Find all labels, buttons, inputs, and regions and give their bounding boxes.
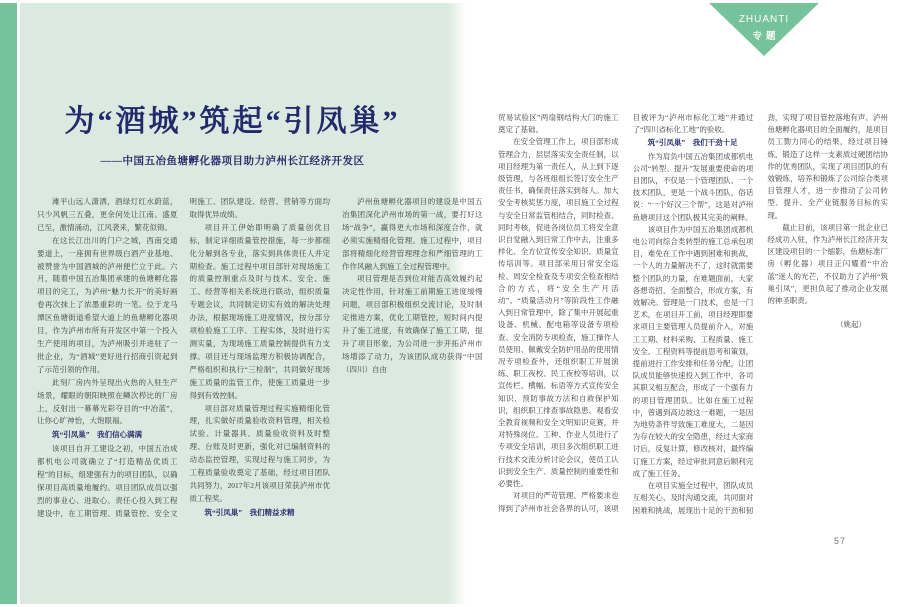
section-subhead-excellence: 筑“引凤巢” 我们精益求精	[204, 507, 295, 517]
article-title: 为“酒城”筑起“引凤巢”	[64, 105, 401, 138]
paragraph: 泸州鱼塘孵化器项目的建设是中国五冶集团深化泸州市场的第一战，要打好这场“战争”，赢得更大市场和深度合作，就必须实施精细化管理。施工过程中，项目部将精细化经营管理理念和严细管理的工作作风融入到施工全过程管理中。	[342, 197, 483, 271]
section-tag-label: 专题	[752, 32, 780, 42]
left-page-text-columns	[37, 196, 483, 545]
section-corner-tag	[709, 3, 819, 57]
paragraph: 滩平山远人潇洒，酒绿灯红水蔚蓝，只少风帆三五叠，更余何处让江南。盛夏已至，激情涌动，江风袭来，繁花似锦。	[37, 197, 178, 232]
paragraph: 该项目自开工建设之初，中国五冶成都机电公司就确立了“打造精品优质工程”的目标，组建强有力的项目团队，以确保项目高质量地履约。项目团队成员以强烈的事业心、进取心、责任心投入到工程建设中，在工期管理、质量管控、安全文明施工、团队建设、经营、营销等方面均取得优异成绩。	[37, 197, 330, 518]
section-tag-pinyin: ZHUANTI	[738, 14, 790, 25]
paragraph: 截止目前，该项目第一批企业已经成功入驻，作为泸州长江经济开发区建设项目的一个缩影，鱼塘标准厂房（孵化器）项目正闪耀着“中冶蓝”迷人的光芒，不仅助力了泸州“筑巢引凤”，更担负起了推动企业发展的神圣职责。	[767, 222, 888, 306]
paragraph: 在安全管理工作上，项目部形成管理合力，层层落实安全责任制，以项目经理为第一责任人，从上到下逐级管理，与各班组组长签订安全生产责任书，确保责任落实到每人。加大安全考核奖惩力度，项目施工全过程与安全日常监管相结合，同时检查、同时考核，促进各岗位员工将安全意识自觉融入到日常工作中去，注重多样化、全方位宣传安全知识、质量宣传培训等。项目部采用日常安全巡检、周安全检查及专项安全检查相结合的方式，将“安全生产月活动”、“质量活动月”等阶段性工作融入到日常管理中，除了集中开展起重设备、机械、配电箱等设备专项检查、安全消防专项检查，施工操作人员使用、佩戴安全防护用品的使用情况专项检查外，还组织职工开展演练、职工夜校、民工夜校等培训，以宣传栏、横幅、标语等方式宣传安全知识、预防事故方法和自救保护知识，组织职工排查事故隐患、观看安全教育视频和安全文明知识竞赛，并对特殊岗位、工种、作业人员进行了专项安全培训，项目多次组织职工进行技术交流分析讨论会议，使员工认识到安全生产、质量控制的重要性和必要性。	[498, 137, 619, 489]
left-edge-band	[0, 3, 17, 604]
section-subhead-drive: 筑“引凤巢” 我们干劲十足	[647, 138, 738, 148]
paragraph: 该项目作为中国五冶集团成都机电公司向综合类转型的施工总承包项目，难免在工作中遇到困难和挑战，一个人的力量解决不了，这时就需要整个团队的力量，在难题面前，大家各想奇招，全面整合，形成方案，有效解决。管理是一门技术，也是一门艺术，在项目开工前，项目经理即要求项目主要管理人员提前介入，对施工工期、材料采购、工程质量、施工安全、工程资料等提前思考和策划，提前进行工作安排和任务分配，让团队成员能够快速投入到工作中，各司其职又相互配合，形成了一个强有力的项目管理团队。比如在施工过程中，曾遇到高边坡这一难题，一是因为地势条件导致施工难度大，二是因为存在较大的安全隐患，经过大家商讨后，反复计算，修改核对，最终编订施工方案，经过审批同意后顺利完成了施工任务。	[632, 224, 754, 478]
right-page-text-columns	[498, 112, 888, 524]
page-number: 57	[833, 536, 846, 546]
paragraph: 项目开工伊始即明确了质量创优目标，制定详细质量管控措施，每一步都细化分解到各专业，落实到具体责任人并定期检查。施工过程中项目部针对现场施工的质量控制重点及时与技术、安全、施工、经营等相关系统进行联动，组织质量专题会议，共同制定切实有效的解决处理办法，根据现场施工进度情况，按分部分项检验施工工序、工程实体，及时进行实测实量，为现场施工质量控制提供有力支撑。项目还与现场监理方积极协调配合，严格组织和执行“三检制”，共同做好现场施工质量的监管工作，使施工质量进一步得到有效控制。	[189, 222, 330, 400]
paragraph: 对项目的严苛管理、严格要求也得到了泸州市社会各界的认可，该项目被评为“泸州市标化工地”并通过了“四川省标化工地”的验收。	[498, 113, 754, 513]
paragraph: 此刻厂房内外呈现出火热的入驻生产场景，耀眼的朝阳映照在鳞次栉比的厂房上，反射出一幕幕光彩夺目的“中冶蓝”，让你心旷神怡，大饱眼福。	[37, 377, 178, 426]
paragraph: 在项目实施全过程中，团队成员互相关心、及时沟通交流，共同面对困难和挑战，展现出十足的干劲和韧劲，实现了项目管控落地有声。泸州鱼塘孵化器项目的全面履约，是项目员工勠力同心的结果，经过项目锤炼，锻造了这样一支素质过硬团结协作的优秀团队，实现了项目团队的有效锻炼，培养和锻炼了公司综合类项目管理人才，进一步推动了公司转型、提升、全产业链服务目标的实现。	[632, 113, 888, 515]
section-subhead-confidence: 筑“引凤巢” 我们信心满满	[52, 430, 142, 440]
author-credit: （姚起）	[835, 320, 866, 330]
article-subtitle: ——中国五冶鱼塘孵化器项目助力泸州长江经济开发区	[100, 156, 365, 167]
paragraph: 贸易试验区”两扇钢结构大门的施工奠定了基础。	[498, 113, 619, 135]
paragraph: 项目部对质量管理过程实施精细化管理，扎实做好质量验收资料管理，相关检试验、计量器具、质量验收资料及时整理、台账及时更新，强化对已编制资料的动态监控管理，实现过程与施工同步，为工程质量验收奠定了基础，经过项目团队共同努力，2017年2月该项目荣获泸州市优质工程奖。	[189, 403, 330, 503]
paragraph: 项目管理是否到位对能否高效履约起决定性作用，针对施工前期施工进度缓慢问题，项目部积极组织交流讨论，及时制定推进方案，优化工期管控，短时间内提升了施工进度，有效确保了施工工期，提升了项目形象，为公司进一步开拓泸州市场增添了动力，为该团队成功获得“中国（四川）自由	[342, 274, 483, 374]
paragraph: 在这长江出川的门户之城，西南交通要道上，一座拥有世界级白酒产业基地、被赞誉为中国酒城的泸州便伫立于此。六月，随着中国五冶集团承建的鱼塘孵化器项目的完工，为泸州“魅力长开”的美好画卷再次抹上了浓墨重彩的一笔。位于龙马潭区鱼塘街道希望大道上的鱼塘孵化器项目，作为泸州市所有开发区中第一个投入生产使用的项目，为泸州吸引并进驻了一批企业，为“酒城”更好进行招商引资起到了示范引领的作用。	[37, 235, 178, 374]
paragraph: 作为肩负中国五冶集团成都机电公司“转型、提升”发展重要使命的项目团队，不仅是一个管理团队、一个技术团队，更是一个战斗团队，俗话说：“一个好汉三个帮”，这是对泸州鱼塘项目这个团队极其完美的阐释。	[632, 151, 754, 222]
